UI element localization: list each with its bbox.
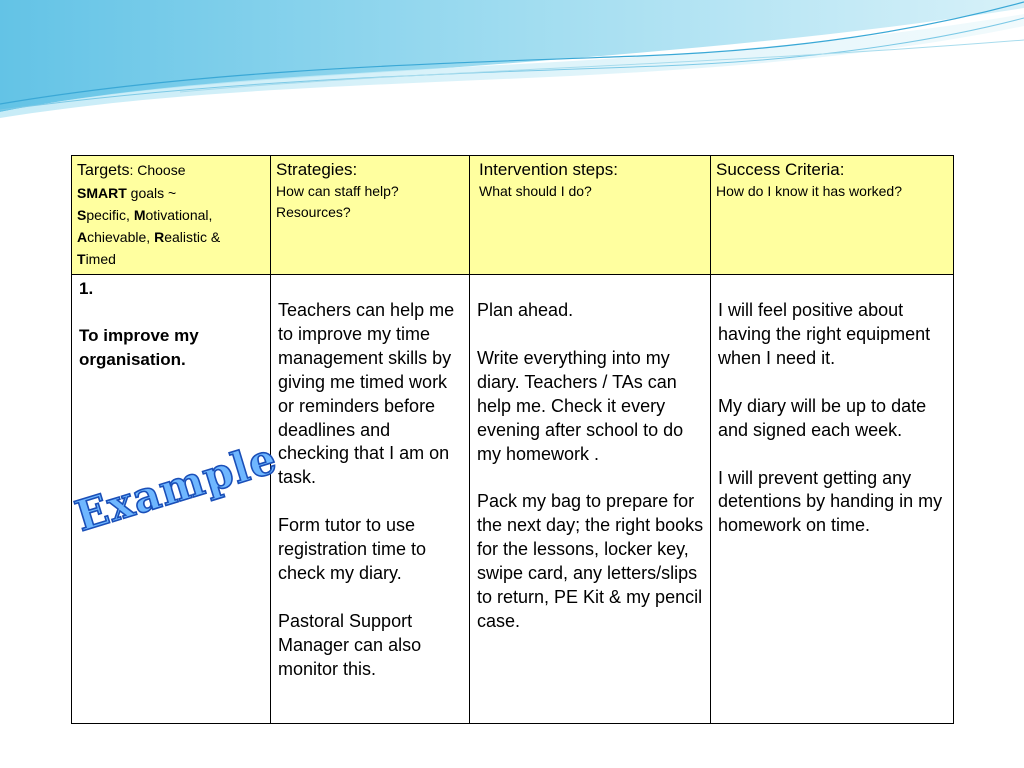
success-item: My diary will be up to date and signed each week. [718, 395, 927, 440]
target-plan-table [71, 155, 954, 724]
strategies-cell [271, 275, 470, 724]
strategy-item: Teachers can help me to improve my time management skills by giving me timed work or reminders before deadlines and checking that I am on task. [278, 300, 455, 488]
header-intervention: Intervention steps: What should I do? [470, 156, 711, 275]
success-cell [711, 275, 954, 724]
intervention-title: Intervention steps: [479, 160, 618, 179]
header-targets: Targets: Choose SMART goals ~ Specific, Motivational, Achievable, Realistic & Timed [72, 156, 271, 275]
targets-title: Targets [77, 162, 130, 179]
target-number: 1. [79, 279, 94, 298]
success-item: I will prevent getting any detentions by handing in my homework on time. [718, 467, 943, 536]
header-success: Success Criteria: How do I know it has worked? [711, 156, 954, 275]
example-stamp: Example [69, 433, 283, 541]
success-title: Success Criteria: [716, 160, 845, 179]
strategies-title: Strategies: [276, 160, 358, 179]
intervention-item: Pack my bag to prepare for the next day; the right books for the lessons, locker key, swipe card, any letters/slips to return, PE Kit & my pencil case. [477, 491, 704, 631]
intervention-item: Plan ahead. [477, 300, 574, 320]
success-item: I will feel positive about having the right equipment when I need it. [718, 300, 931, 368]
header-strategies: Strategies: How can staff help? Resources? [271, 156, 470, 275]
target-goal: To improve my organisation. [79, 326, 199, 369]
strategy-item: Pastoral Support Manager can also monitor this. [278, 610, 422, 679]
decorative-wave-banner [0, 0, 1024, 130]
table-header-row [72, 156, 954, 275]
intervention-cell [470, 275, 711, 724]
strategy-item: Form tutor to use registration time to check my diary. [278, 515, 427, 584]
intervention-item: Write everything into my diary. Teachers / TAs can help me. Check it every evening after school to do my homework . [477, 347, 684, 464]
